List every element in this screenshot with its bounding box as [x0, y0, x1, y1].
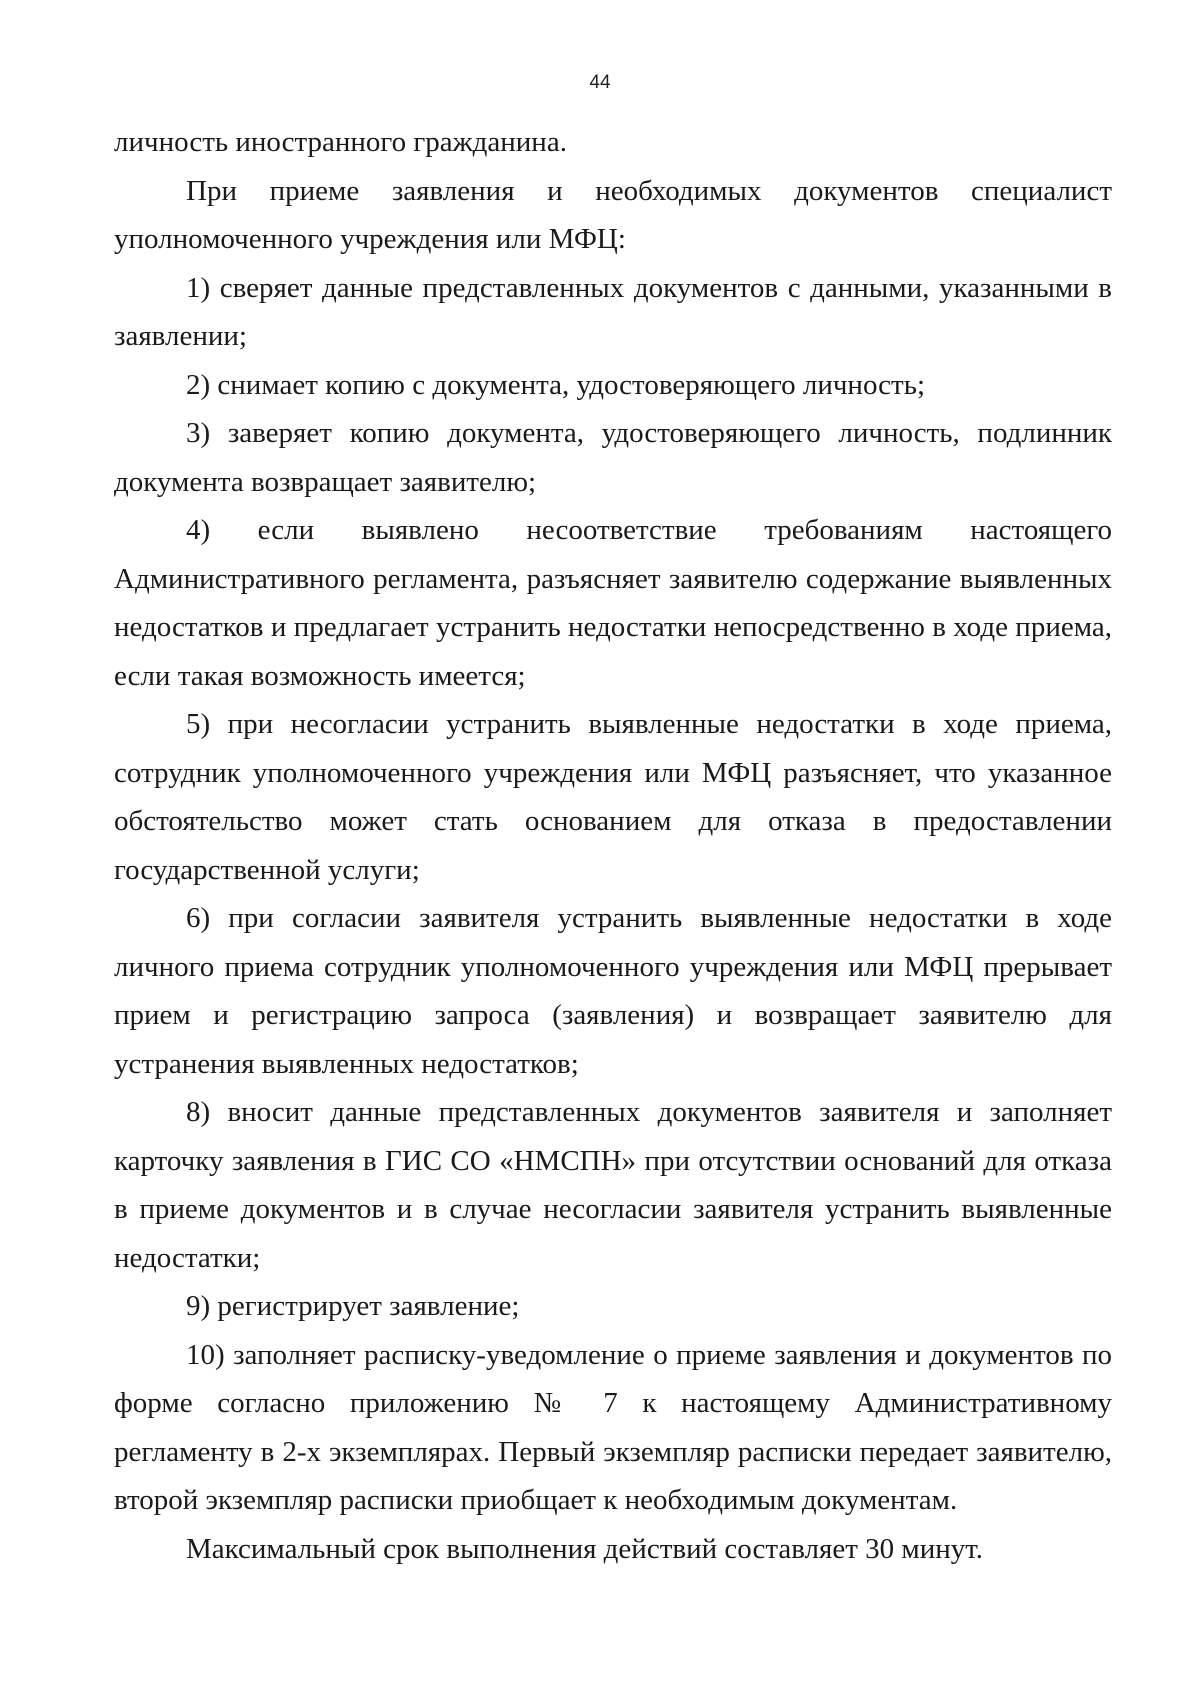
- document-body: [114, 118, 1112, 1573]
- list-item-1: 1) сверяет данные представленных документов с данными, указанными в заявлении;: [114, 271, 1112, 352]
- page-number: 44: [589, 72, 611, 93]
- list-item-4: 4) если выявлено несоответствие требованиям настоящего Административного регламента, разъясняет заявителю содержание выявленных недостатков и предлагает устранить недостатки непосредственно в ходе приема, если такая возможность имеется;: [114, 514, 1112, 692]
- paragraph-max-time: Максимальный срок выполнения действий составляет 30 минут.: [186, 1532, 984, 1565]
- paragraph-intro: При приеме заявления и необходимых документов специалист уполномоченного учреждения или МФЦ:: [114, 174, 1112, 255]
- list-item-5: 5) при несогласии устранить выявленные недостатки в ходе приема, сотрудник уполномоченного учреждения или МФЦ разъясняет, что указанное обстоятельство может стать основанием для отказа в предоставлении государственной услуги;: [114, 708, 1112, 886]
- list-item-6: 6) при согласии заявителя устранить выявленные недостатки в ходе личного приема сотрудник уполномоченного учреждения или МФЦ прерывает прием и регистрацию запроса (заявления) и возвращает заявителю для устранения выявленных недостатков;: [114, 902, 1112, 1080]
- list-item-9: 9) регистрирует заявление;: [186, 1290, 520, 1322]
- list-item-2: 2) снимает копию с документа, удостоверяющего личность;: [186, 368, 926, 401]
- paragraph-continuation: личность иностранного гражданина.: [114, 126, 567, 158]
- list-item-8: 8) вносит данные представленных документов заявителя и заполняет карточку заявления в ГИС СО «НМСПН» при отсутствии оснований для отказа в приеме документов и в случае несогласии заявителя устранить выявленные недостатки;: [114, 1096, 1112, 1274]
- list-item-3: 3) заверяет копию документа, удостоверяющего личность, подлинник документа возвращает заявителю;: [114, 417, 1112, 498]
- list-item-10: 10) заполняет расписку-уведомление о приеме заявления и документов по форме согласно приложению № 7 к настоящему Административному регламенту в 2-х экземплярах. Первый экземпляр расписки передает заявителю, второй экземпляр расписки приобщает к необходимым документам.: [114, 1338, 1112, 1516]
